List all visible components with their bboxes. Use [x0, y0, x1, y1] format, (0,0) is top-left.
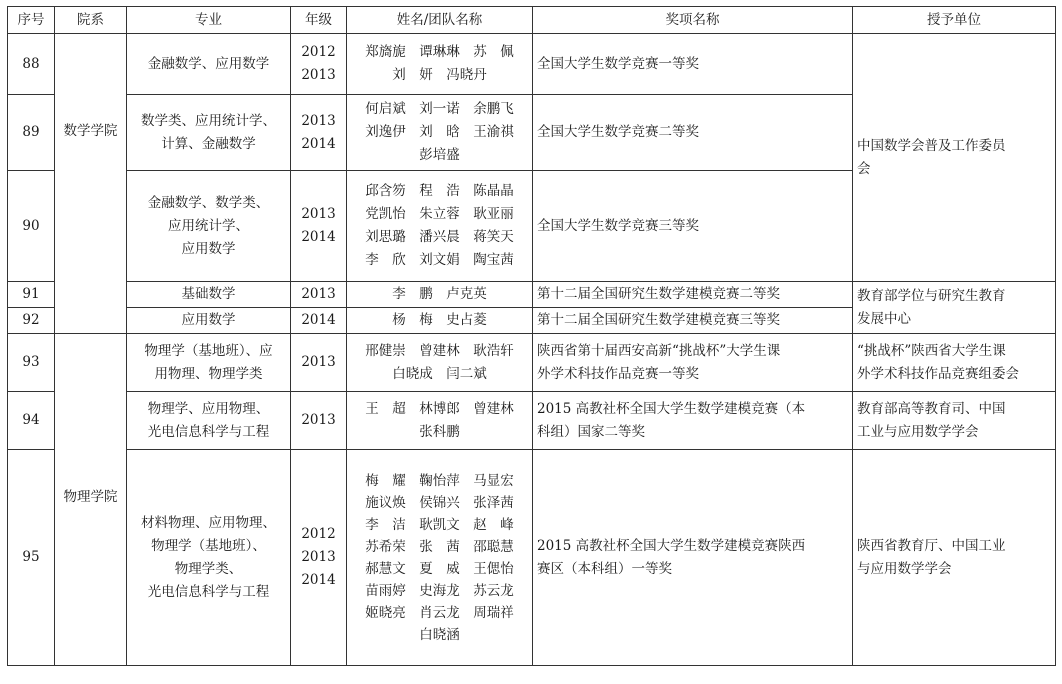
row-no: 91	[8, 282, 55, 308]
granter-cell: 教育部高等教育司、中国 工业与应用数学学会	[853, 392, 1056, 450]
names-cell: 杨 梅 史占菱	[347, 308, 533, 334]
table-row	[8, 282, 1056, 308]
row-no: 89	[8, 95, 55, 171]
col-header-grade: 年级	[291, 7, 347, 34]
award-cell: 2015 高教社杯全国大学生数学建模竞赛（本 科组）国家二等奖	[533, 392, 853, 450]
names-cell: 邱含笏 程 浩 陈晶晶 党凯怡 朱立蓉 耿亚丽 刘思璐 潘兴晨 蒋笑天 李 欣 刘文娟 陶宝茜	[347, 171, 533, 282]
award-cell: 第十二届全国研究生数学建模竞赛二等奖	[533, 282, 853, 308]
grade-cell: 2013 2014	[291, 95, 347, 171]
col-header-granter: 授予单位	[853, 7, 1056, 34]
names-cell: 李 鹏 卢克英	[347, 282, 533, 308]
major-cell: 数学类、应用统计学、 计算、金融数学	[127, 95, 291, 171]
names-cell: 邢健崇 曾建林 耿浩轩 白晓成 闫二斌	[347, 334, 533, 392]
major-cell: 基础数学	[127, 282, 291, 308]
names-cell: 梅 耀 鞠怡萍 马显宏 施议焕 侯锦兴 张泽茜 李 洁 耿凯文 赵 峰 苏希荣 张 茜 邵聪慧 郝慧文 夏 威 王偲怡 苗雨婷 史海龙 苏云龙 姬晓亮 肖云龙 周瑞祥 白晓涵	[347, 450, 533, 666]
grade-cell: 2013	[291, 392, 347, 450]
awards-table	[7, 6, 1056, 666]
department-cell: 数学学院	[55, 34, 127, 334]
row-no: 95	[8, 450, 55, 666]
granter-cell: 教育部学位与研究生教育 发展中心	[853, 282, 1056, 334]
col-header-major: 专业	[127, 7, 291, 34]
row-no: 92	[8, 308, 55, 334]
award-cell: 第十二届全国研究生数学建模竞赛三等奖	[533, 308, 853, 334]
major-cell: 应用数学	[127, 308, 291, 334]
department-cell: 物理学院	[55, 334, 127, 666]
grade-cell: 2014	[291, 308, 347, 334]
grade-cell: 2012 2013	[291, 34, 347, 95]
names-cell: 何启斌 刘一诺 余鹏飞 刘逸伊 刘 晗 王渝祺 彭培盛	[347, 95, 533, 171]
table-row	[8, 34, 1056, 95]
major-cell: 金融数学、应用数学	[127, 34, 291, 95]
major-cell: 物理学（基地班）、应 用物理、物理学类	[127, 334, 291, 392]
col-header-names: 姓名/团队名称	[347, 7, 533, 34]
row-no: 94	[8, 392, 55, 450]
table-row	[8, 334, 1056, 392]
table-row	[8, 392, 1056, 450]
row-no: 93	[8, 334, 55, 392]
award-cell: 全国大学生数学竞赛三等奖	[533, 171, 853, 282]
names-cell: 郑旖旎 谭琳琳 苏 佩 刘 妍 冯晓丹	[347, 34, 533, 95]
award-cell: 全国大学生数学竞赛二等奖	[533, 95, 853, 171]
granter-cell: 中国数学会普及工作委员 会	[853, 34, 1056, 282]
header-row	[8, 7, 1056, 34]
major-cell: 金融数学、数学类、 应用统计学、 应用数学	[127, 171, 291, 282]
award-cell: 陕西省第十届西安高新“挑战杯”大学生课 外学术科技作品竞赛一等奖	[533, 334, 853, 392]
col-header-no: 序号	[8, 7, 55, 34]
row-no: 88	[8, 34, 55, 95]
grade-cell: 2012 2013 2014	[291, 450, 347, 666]
names-cell: 王 超 林博郎 曾建林 张科鹏	[347, 392, 533, 450]
row-no: 90	[8, 171, 55, 282]
grade-cell: 2013	[291, 334, 347, 392]
grade-cell: 2013 2014	[291, 171, 347, 282]
award-cell: 全国大学生数学竞赛一等奖	[533, 34, 853, 95]
granter-cell: “挑战杯”陕西省大学生课 外学术科技作品竞赛组委会	[853, 334, 1056, 392]
major-cell: 材料物理、应用物理、 物理学（基地班）、 物理学类、 光电信息科学与工程	[127, 450, 291, 666]
award-cell: 2015 高教社杯全国大学生数学建模竞赛陕西 赛区（本科组）一等奖	[533, 450, 853, 666]
col-header-department: 院系	[55, 7, 127, 34]
grade-cell: 2013	[291, 282, 347, 308]
major-cell: 物理学、应用物理、 光电信息科学与工程	[127, 392, 291, 450]
granter-cell: 陕西省教育厅、中国工业 与应用数学学会	[853, 450, 1056, 666]
col-header-award: 奖项名称	[533, 7, 853, 34]
table-row	[8, 450, 1056, 666]
